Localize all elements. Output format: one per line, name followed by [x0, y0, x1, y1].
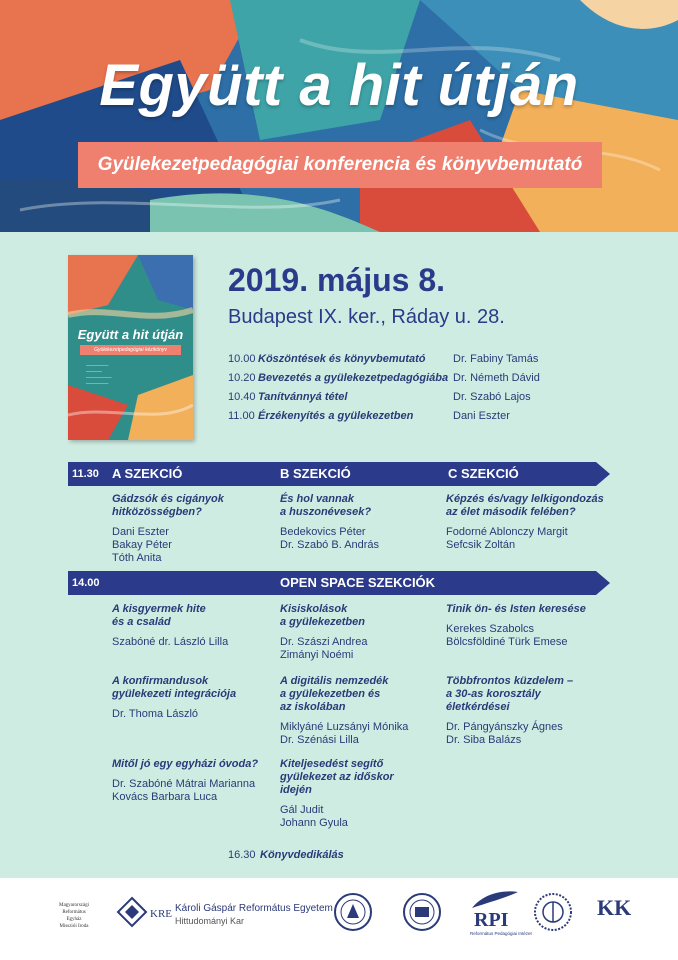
speaker: Bedekovics Péter — [280, 526, 366, 538]
logo-text: Református — [62, 910, 86, 915]
program-time: 10.40 — [228, 390, 256, 403]
section-c-label: C SZEKCIÓ — [448, 466, 519, 481]
session-title: az iskolában — [280, 701, 346, 713]
speaker-list — [446, 526, 636, 552]
rpi-logo: RPI — [474, 909, 509, 931]
morning-program — [228, 349, 588, 425]
program-time: 10.20 — [228, 371, 256, 384]
speaker: Dr. Thoma László — [112, 708, 199, 720]
session-title: a gyülekezetben és — [280, 688, 381, 700]
open-space-session — [446, 675, 636, 747]
closing-label: Könyvdedikálás — [260, 849, 344, 861]
program-speaker: Dr. Szabó Lajos — [453, 390, 531, 403]
speaker: Dr. Szénási Lilla — [280, 734, 359, 746]
session-title: A kisgyermek hite — [112, 603, 206, 615]
program-row — [228, 387, 588, 406]
session-title: idején — [280, 784, 312, 796]
speaker: Fodorné Ablonczy Margit — [446, 526, 568, 538]
subtitle: Gyülekezetpedagógiai konferencia és könyvbemutató — [97, 154, 583, 175]
speaker-list — [112, 526, 282, 565]
institute-seal-icon — [533, 892, 573, 932]
sections-banner — [68, 462, 610, 486]
speaker: Dr. Siba Balázs — [446, 734, 522, 746]
session-title: Többfrontos küzdelem – — [446, 675, 574, 687]
speaker: Dr. Szabóné Mátrai Marianna — [112, 778, 256, 790]
speaker: Sefcsik Zoltán — [446, 539, 516, 551]
program-row — [228, 349, 588, 368]
closing-time: 16.30 — [228, 849, 256, 861]
speaker: Bölcsföldiné Türk Emese — [446, 636, 568, 648]
open-space-time: 14.00 — [72, 577, 100, 589]
program-title: Bevezetés a gyülekezetpedagógiába — [258, 371, 449, 384]
section-title: Képzés és/vagy lelkigondozás — [446, 493, 604, 505]
program-title: Érzékenyítés a gyülekezetben — [258, 409, 414, 422]
program-title: Tanítvánnyá tétel — [258, 390, 348, 403]
program-speaker: Dr. Németh Dávid — [453, 371, 540, 384]
speaker: Dr. Pángyánszky Ágnes — [446, 721, 563, 733]
kre-faculty: Hittudományi Kar — [175, 916, 245, 926]
section-title: az élet második felében? — [446, 506, 576, 518]
speaker: Bakay Péter — [112, 539, 172, 551]
kk-logo: KK — [597, 895, 632, 920]
session-title: Mitől jó egy egyházi óvoda? — [112, 758, 259, 770]
open-space-session — [280, 675, 450, 747]
svg-text:KRE: KRE — [150, 908, 172, 920]
section-a-label: A SZEKCIÓ — [112, 466, 183, 481]
session-title: gyülekezet az időskor — [280, 771, 394, 783]
session-title: Tinik ön- és Isten keresése — [446, 603, 586, 615]
university-seal-icon — [333, 892, 373, 932]
speaker: Kerekes Szabolcs — [446, 623, 535, 635]
open-space-session — [446, 603, 636, 649]
speaker: Miklyáné Luzsányi Mónika — [280, 721, 409, 733]
logo-text: Egyház — [66, 917, 82, 922]
society-seal-icon — [402, 892, 442, 932]
program-row — [228, 368, 588, 387]
open-space-session — [280, 758, 450, 830]
event-venue: Budapest IX. ker., Ráday u. 28. — [228, 306, 505, 328]
speaker: Dani Eszter — [112, 526, 169, 538]
subtitle-box — [78, 142, 602, 188]
session-title: a 30-as korosztály — [446, 688, 541, 700]
open-space-banner — [68, 571, 610, 595]
book-cover — [68, 255, 193, 440]
session-title: életkérdései — [446, 701, 510, 713]
program-time: 11.00 — [228, 409, 255, 422]
closing-item — [228, 849, 344, 861]
session-title: A digitális nemzedék — [280, 675, 389, 687]
program-speaker: Dr. Fabiny Tamás — [453, 352, 539, 365]
rpi-subtitle: Református Pedagógiai Intézet — [470, 931, 532, 936]
session-title: a gyülekezetben — [280, 616, 365, 628]
section-title: hitközösségben? — [112, 506, 202, 518]
section-a — [112, 493, 282, 565]
speaker: Dr. Szabó B. András — [280, 539, 380, 551]
speaker: Gál Judit — [280, 804, 324, 816]
book-authors: ─────── ───── ──────── ─────── — [86, 363, 112, 386]
program-speaker: Dani Eszter — [453, 409, 510, 422]
session-title: A konfirmandusok — [112, 675, 209, 687]
session-title: gyülekezeti integrációja — [112, 688, 237, 700]
speaker: Tóth Anita — [112, 552, 162, 564]
speaker-list — [280, 526, 450, 552]
logo-text: Missziói Iroda — [59, 924, 89, 929]
book-subtitle: Gyülekezetpedagógiai kézikönyv — [80, 345, 181, 355]
speaker: Zimányi Noémi — [280, 649, 354, 661]
program-title: Köszöntések és könyvbemutató — [258, 352, 426, 365]
section-title: És hol vannak — [280, 493, 354, 505]
section-b — [280, 493, 450, 552]
event-date: 2019. május 8. — [228, 262, 446, 298]
rpi-feather-icon — [470, 888, 520, 910]
open-space-session — [112, 758, 282, 804]
kre-logo-icon — [116, 896, 172, 932]
book-title: Együtt a hit útján — [77, 327, 184, 342]
program-time: 10.00 — [228, 352, 256, 365]
open-space-session — [112, 675, 282, 721]
mre-logo — [44, 902, 104, 930]
section-c — [446, 493, 636, 552]
kre-name: Károli Gáspár Református Egyetem — [175, 903, 333, 914]
sections-time: 11.30 — [72, 468, 99, 480]
program-row — [228, 406, 588, 425]
session-title: Kiteljesedést segítő — [280, 758, 384, 770]
session-title: és a család — [112, 616, 171, 628]
open-space-session — [280, 603, 450, 662]
section-title: Gádzsók és cigányok — [112, 493, 224, 505]
page-title: Együtt a hit útján — [99, 53, 579, 118]
open-space-session — [112, 603, 282, 649]
header-banner — [0, 0, 678, 232]
speaker: Szabóné dr. László Lilla — [112, 636, 229, 648]
section-title: a huszonévesek? — [280, 506, 372, 518]
open-space-label: OPEN SPACE SZEKCIÓK — [280, 575, 436, 590]
speaker: Johann Gyula — [280, 817, 348, 829]
logo-text: Magyarországi — [59, 903, 89, 908]
speaker: Dr. Szászi Andrea — [280, 636, 368, 648]
speaker: Kovács Barbara Luca — [112, 791, 218, 803]
session-title: Kisiskolások — [280, 603, 348, 615]
section-b-label: B SZEKCIÓ — [280, 466, 351, 481]
